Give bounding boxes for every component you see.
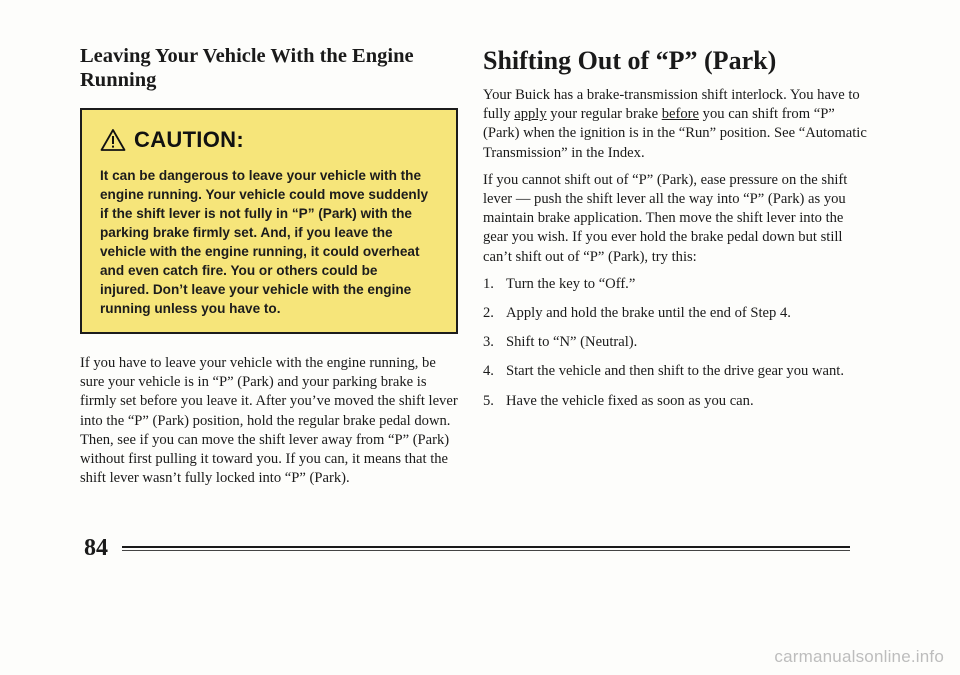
list-item [483,304,873,323]
interlock-text-a: Your Buick has a brake-transmission shift interlock. You have to fully [483,87,860,123]
step-text: Turn the key to “Off.” [506,275,636,292]
footer-rule [122,546,850,548]
list-item [483,362,873,381]
warning-triangle-icon [100,128,126,152]
step-text: Apply and hold the brake until the end of Step 4. [506,305,791,322]
interlock-text-b: your regular brake [546,106,662,123]
page-number: 84 [84,535,108,561]
step-number: 1. [483,275,494,292]
apply-underlined: apply [514,106,547,123]
step-number: 2. [483,305,494,322]
steps-list [483,275,873,411]
cannot-shift-paragraph: If you cannot shift out of “P” (Park), ease pressure on the shift lever — push the shift lever all the way into “P” (Park) as you maintain brake application. Then move the shift lever into the gear you wish. If you ever hold the brake pedal down but still can’t shift out of “P” (Park), try this: [483,171,848,265]
interlock-paragraph [483,86,868,163]
left-paragraph: If you have to leave your vehicle with the engine running, be sure your vehicle is in “P” (Park) and your parking brake is firmly set before you leave it. After you’ve moved the shift lever into the “P” (Park) position, hold the regular brake pedal down. Then, see if you can move the shift lever away from “P” (Park) without first pulling it toward you. If you can, it means that the shift lever wasn’t fully locked into “P” (Park). [80,355,458,487]
left-column [80,44,458,488]
caution-text: It can be dangerous to leave your vehicle with the engine running. Your vehicle could move suddenly if the shift lever is not fully in “P” (Park) with the parking brake firmly set. And, if you leave the vehicle with the engine running, it could overheat and even catch fire. You or others could be injured. Don’t leave your vehicle with the engine running unless you have to. [100,168,429,316]
watermark: carmanualsonline.info [774,647,944,666]
list-item [483,333,873,352]
list-item [483,392,873,411]
step-number: 5. [483,392,494,409]
caution-heading [100,124,442,156]
step-text: Start the vehicle and then shift to the drive gear you want. [506,363,844,380]
before-underlined: before [661,106,700,123]
step-text: Have the vehicle fixed as soon as you can. [506,392,754,409]
list-item [483,275,873,294]
right-section-title: Shifting Out of “P” (Park) [483,46,777,75]
right-column [483,46,873,421]
step-number: 4. [483,363,494,380]
step-number: 3. [483,334,494,351]
interlock-text-c: you can shift from “P” (Park) when the ignition is in the “Run” position. See “Automatic Transmission” in the Index. [483,106,867,161]
step-text: Shift to “N” (Neutral). [506,334,638,351]
caution-box [80,108,458,334]
left-section-title: Leaving Your Vehicle With the Engine Running [80,45,414,91]
caution-label: CAUTION: [134,127,244,152]
